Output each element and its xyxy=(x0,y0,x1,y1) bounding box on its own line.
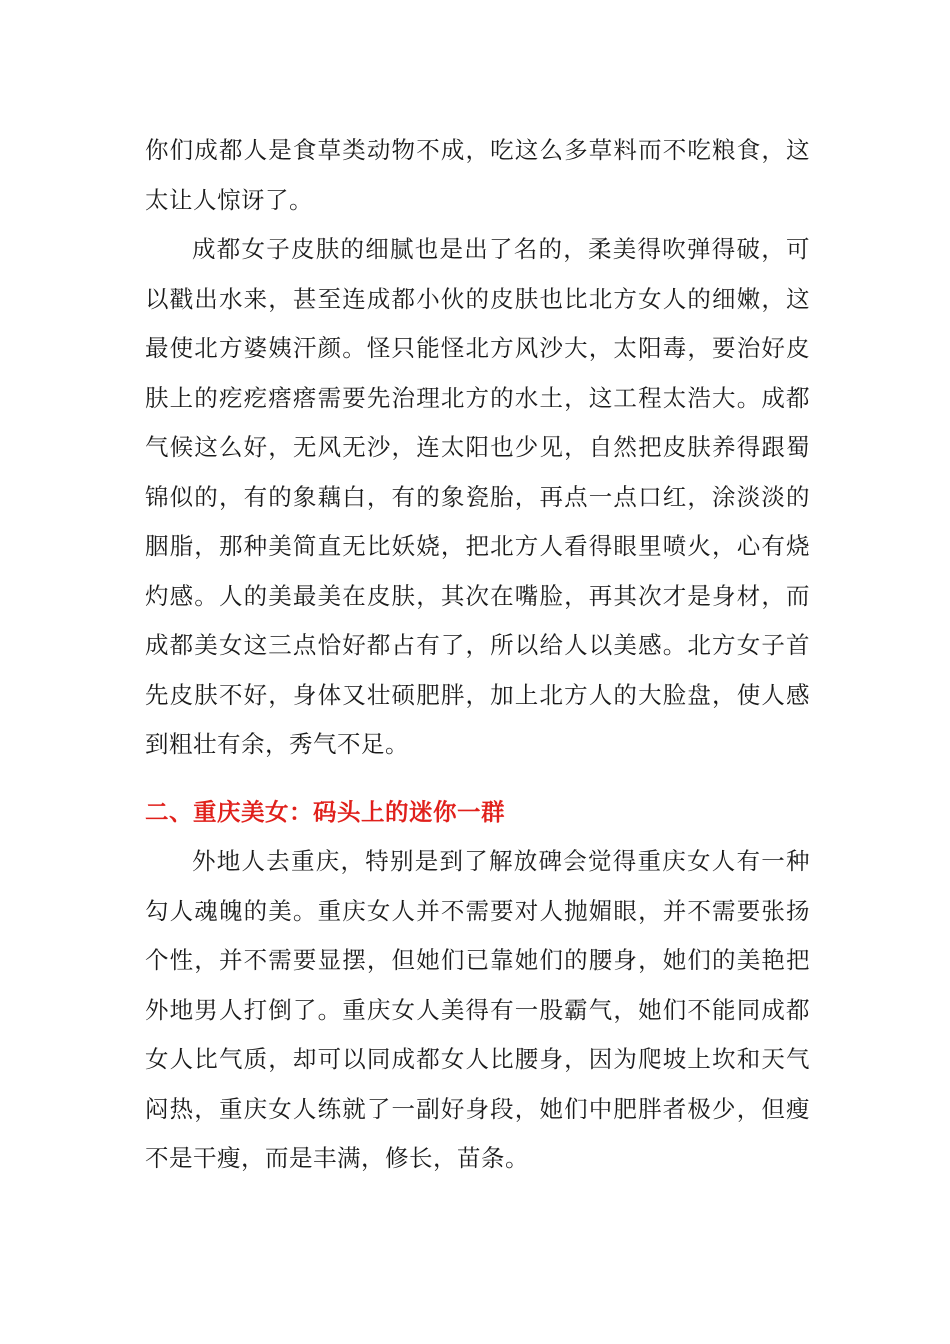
paragraph-1: 你们成都人是食草类动物不成，吃这么多草料而不吃粮食，这太让人惊讶了。 xyxy=(145,136,810,214)
paragraph-3: 外地人去重庆，特别是到了解放碑会觉得重庆女人有一种勾人魂魄的美。重庆女人并不需要对人抛媚眼，并不需要张扬个性，并不需要显摆，但她们已靠她们的腰身，她们的美艳把外地男人打倒了。重庆女人美得有一股霸气，她们不能同成都女人比气质，却可以同成都女人比腰身，因为爬坡上坎和天气闷热，重庆女人练就了一副好身段，她们中肥胖者极少，但瘦不是干瘦，而是丰满，修长，苗条。 xyxy=(145,847,810,1172)
document-body xyxy=(145,126,810,1184)
paragraph-2: 成都女子皮肤的细腻也是出了名的，柔美得吹弹得破，可以戳出水来，甚至连成都小伙的皮肤也比北方女人的细嫩，这最使北方婆姨汗颜。怪只能怪北方风沙大，太阳毒，要治好皮肤上的疙疙瘩瘩需要先治理北方的水土，这工程太浩大。成都气候这么好，无风无沙，连太阳也少见，自然把皮肤养得跟蜀锦似的，有的象藕白，有的象瓷胎，再点一点口红，涂淡淡的胭脂，那种美简直无比妖娆，把北方人看得眼里喷火，心有烧灼感。人的美最美在皮肤，其次在嘴脸，再其次才是身材，而成都美女这三点恰好都占有了，所以给人以美感。北方女子首先皮肤不好，身体又壮硕肥胖，加上北方人的大脸盘，使人感到粗壮有余，秀气不足。 xyxy=(145,235,810,758)
section-heading: 二、重庆美女：码头上的迷你一群 xyxy=(145,797,505,826)
